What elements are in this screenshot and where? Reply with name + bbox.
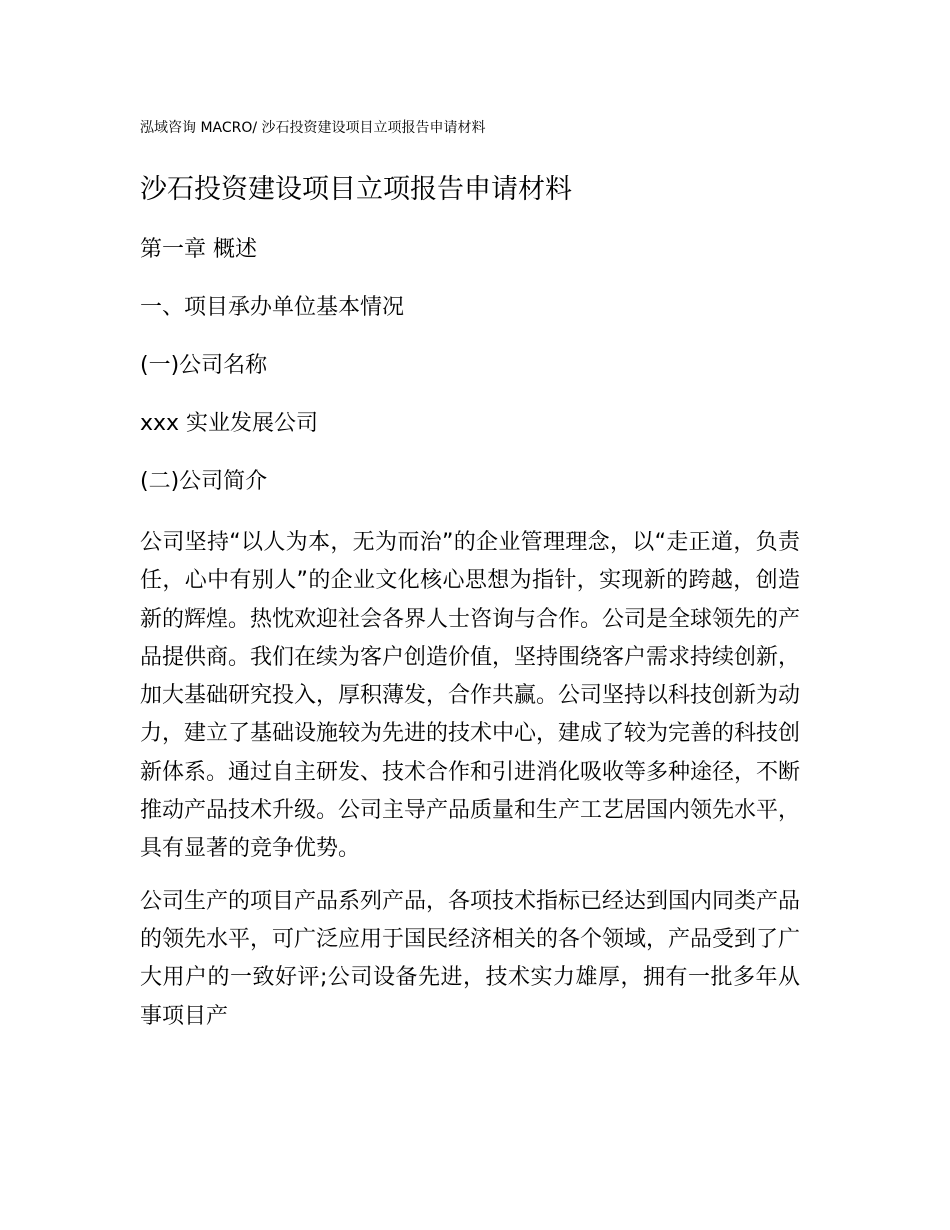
document-title: 沙石投资建设项目立项报告申请材料 [140, 174, 572, 205]
company-intro-paragraph-1: 公司坚持“以人为本，无为而治”的企业管理理念，以“走正道，负责任，心中有别人”的企业文化核心思想为指针，实现新的跨越，创造新的辉煌。热忱欢迎社会各界人士咨询与合作。公司是全球领先的产品提供商。我们在续为客户创造价值，坚持围绕客户需求持续创新，加大基础研究投入，厚积薄发，合作共赢。公司坚持以科技创新为动力，建立了基础设施较为先进的技术中心，建成了较为完善的科技创新体系。通过自主研发、技术合作和引进消化吸收等多种途径，不断推动产品技术升级。公司主导产品质量和生产工艺居国内领先水平，具有显著的竞争优势。 [140, 530, 801, 862]
chapter-heading: 第一章 概述 [140, 237, 257, 262]
section-heading: 一、项目承办单位基本情况 [140, 295, 405, 320]
subsection-company-intro-heading: (二)公司简介 [140, 469, 268, 494]
company-name: xxx 实业发展公司 [140, 411, 319, 436]
subsection-company-name-heading: (一)公司名称 [140, 353, 268, 378]
company-intro-paragraph-2: 公司生产的项目产品系列产品，各项技术指标已经达到国内同类产品的领先水平，可广泛应用于国民经济相关的各个领域，产品受到了广大用户的一致好评;公司设备先进，技术实力雄厚，拥有一批多年从事项目产 [140, 888, 801, 1029]
page-content [140, 118, 800, 1050]
running-header: 泓域咨询 MACRO/ 沙石投资建设项目立项报告申请材料 [140, 120, 486, 136]
